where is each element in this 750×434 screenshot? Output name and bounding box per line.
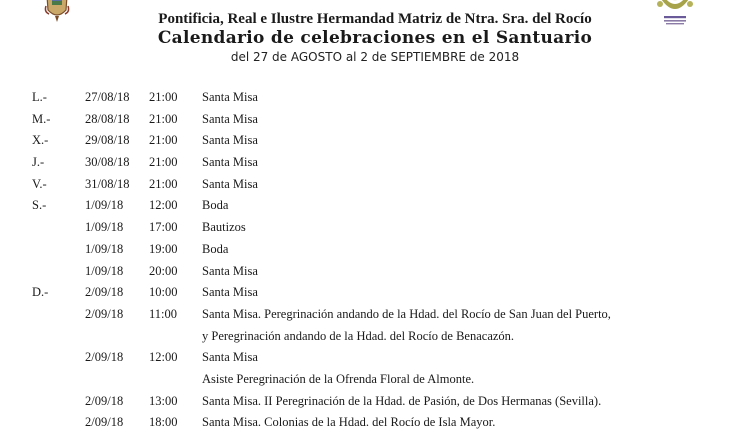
time-value: 17:00 xyxy=(149,220,178,235)
schedule-row-continuation xyxy=(0,326,750,348)
schedule-row xyxy=(0,87,750,109)
schedule-row xyxy=(0,174,750,196)
date-value: 29/08/18 xyxy=(85,133,130,148)
schedule-row-continuation xyxy=(0,369,750,391)
date-value: 1/09/18 xyxy=(85,241,124,256)
date-value: 2/09/18 xyxy=(85,393,124,408)
date-value: 1/09/18 xyxy=(85,220,124,235)
date-value: 2/09/18 xyxy=(85,350,124,365)
date-value: 27/08/18 xyxy=(85,90,130,104)
event-description: Santa Misa xyxy=(202,176,258,191)
date-value: 2/09/18 xyxy=(85,306,124,321)
time-value: 20:00 xyxy=(149,263,178,278)
date-range-subtitle: del 27 de AGOSTO al 2 de SEPTIEMBRE de 2018 xyxy=(230,50,520,64)
day-label: J.- xyxy=(32,155,45,170)
day-label: S.- xyxy=(32,198,47,213)
date-value: 2/09/18 xyxy=(85,415,124,430)
day-label: L.- xyxy=(32,90,47,104)
schedule-row xyxy=(0,195,750,217)
schedule-list xyxy=(0,87,750,434)
time-value: 18:00 xyxy=(149,415,178,430)
time-value: 10:00 xyxy=(149,285,178,300)
event-description: Santa Misa xyxy=(202,350,258,365)
page-title: Calendario de celebraciones en el Santuario xyxy=(157,28,593,48)
schedule-row xyxy=(0,347,750,369)
time-value: 21:00 xyxy=(149,111,178,126)
schedule-row xyxy=(0,109,750,131)
schedule-row xyxy=(0,261,750,283)
event-description: y Peregrinación andando de la Hdad. del Rocío de Benacazón. xyxy=(202,328,515,343)
event-description: Santa Misa xyxy=(202,133,258,148)
date-value: 28/08/18 xyxy=(85,111,130,126)
date-value: 1/09/18 xyxy=(85,198,124,213)
event-description: Santa Misa. Peregrinación andando de la Hdad. del Rocío de San Juan del Puerto, xyxy=(202,306,611,321)
date-value: 30/08/18 xyxy=(85,155,130,170)
time-value: 19:00 xyxy=(149,241,178,256)
event-description: Santa Misa xyxy=(202,155,258,170)
schedule-row xyxy=(0,282,750,304)
document-header xyxy=(0,10,730,66)
day-label: D.- xyxy=(32,285,49,300)
date-value: 2/09/18 xyxy=(85,285,124,300)
time-value: 13:00 xyxy=(149,393,178,408)
time-value: 12:00 xyxy=(149,198,178,213)
time-value: 21:00 xyxy=(149,133,178,148)
event-description: Santa Misa xyxy=(202,111,258,126)
time-value: 21:00 xyxy=(149,155,178,170)
time-value: 11:00 xyxy=(149,306,178,321)
day-label: M.- xyxy=(32,111,51,126)
day-label: V.- xyxy=(32,176,47,191)
event-description: Boda xyxy=(202,241,229,256)
time-value: 21:00 xyxy=(149,90,178,104)
schedule-row xyxy=(0,152,750,174)
date-value: 31/08/18 xyxy=(85,176,130,191)
schedule-row xyxy=(0,412,750,434)
time-value: 12:00 xyxy=(149,350,178,365)
event-description: Santa Misa. II Peregrinación de la Hdad. de Pasión, de Dos Hermanas (Sevilla). xyxy=(202,393,602,408)
schedule-row xyxy=(0,239,750,261)
schedule-row xyxy=(0,130,750,152)
time-value: 21:00 xyxy=(149,176,178,191)
date-value: 1/09/18 xyxy=(85,263,124,278)
event-description: Santa Misa xyxy=(202,285,258,300)
schedule-row xyxy=(0,304,750,326)
event-description: Boda xyxy=(202,198,229,213)
event-description: Santa Misa xyxy=(202,263,258,278)
event-description: Santa Misa xyxy=(202,90,258,104)
schedule-row xyxy=(0,217,750,239)
schedule-row xyxy=(0,391,750,413)
event-description: Asiste Peregrinación de la Ofrenda Floral de Almonte. xyxy=(202,371,475,386)
event-description: Santa Misa. Colonias de la Hdad. del Rocío de Isla Mayor. xyxy=(202,415,496,430)
organization-name: Pontificia, Real e Ilustre Hermandad Matriz de Ntra. Sra. del Rocío xyxy=(158,11,592,27)
event-description: Bautizos xyxy=(202,220,246,235)
day-label: X.- xyxy=(32,133,49,148)
